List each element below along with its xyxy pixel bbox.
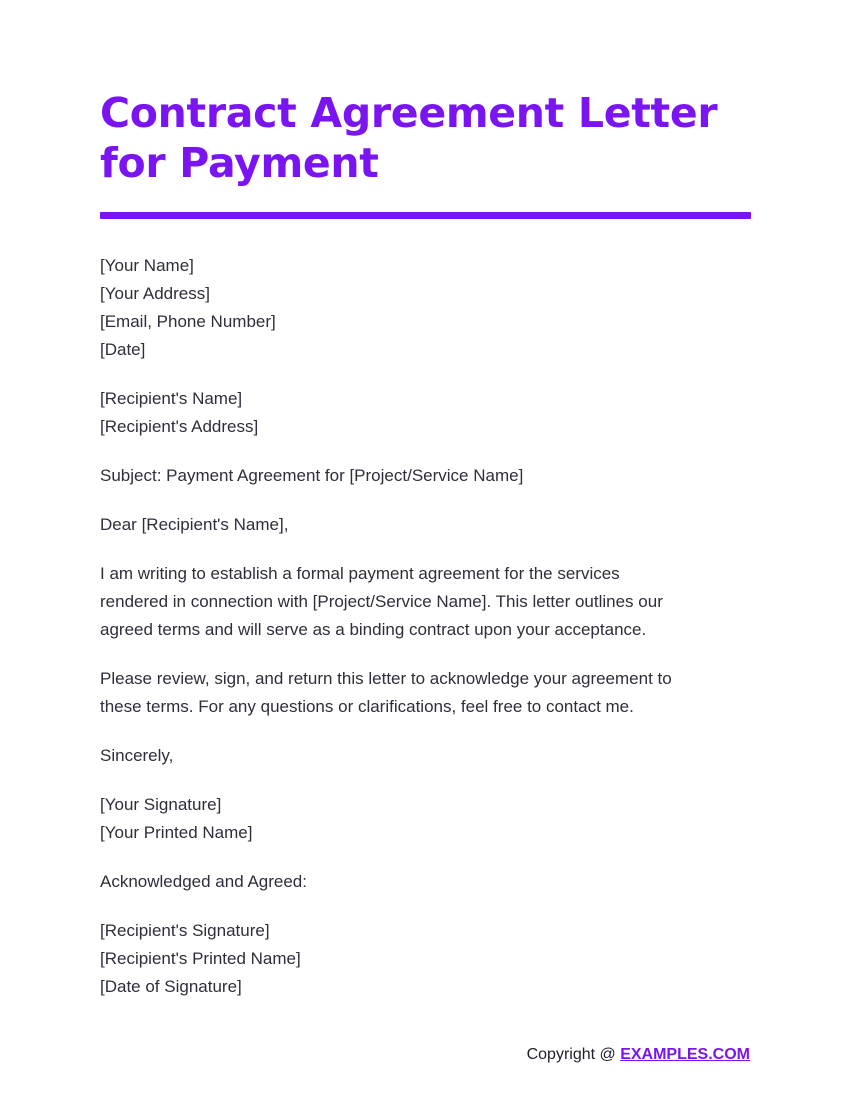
paragraph-line: I am writing to establish a formal payment agreement for the services [100,564,620,583]
sender-printed-name: [Your Printed Name] [100,823,253,842]
footer-copyright [527,1044,750,1066]
recipient-name: [Recipient's Name] [100,389,243,408]
paragraph-line: agreed terms and will serve as a binding contract upon your acceptance. [100,620,647,639]
sender-block [100,252,752,364]
examples-link[interactable]: EXAMPLES.COM [620,1046,750,1063]
paragraph-line: these terms. For any questions or clarifications, feel free to contact me. [100,697,634,716]
sender-signature: [Your Signature] [100,795,222,814]
paragraph-line: Please review, sign, and return this letter to acknowledge your agreement to [100,669,672,688]
paragraph-request [100,665,752,721]
sender-contact: [Email, Phone Number] [100,312,276,331]
recipient-block [100,385,752,441]
sender-address: [Your Address] [100,284,210,303]
salutation-text: Dear [Recipient's Name], [100,515,289,534]
recipient-address: [Recipient's Address] [100,417,259,436]
closing-text: Sincerely, [100,746,174,765]
paragraph-intro [100,560,752,644]
subject-text: Subject: Payment Agreement for [Project/Service Name] [100,466,524,485]
recipient-signature-date: [Date of Signature] [100,977,242,996]
acknowledgement-text: Acknowledged and Agreed: [100,872,307,891]
letter-body [100,252,752,1001]
acknowledgement [100,868,752,896]
sender-signature-block [100,791,752,847]
salutation [100,511,752,539]
sender-name: [Your Name] [100,256,194,275]
title-divider [100,212,751,219]
recipient-printed-name: [Recipient's Printed Name] [100,949,301,968]
closing [100,742,752,770]
recipient-signature: [Recipient's Signature] [100,921,270,940]
recipient-signature-block [100,917,752,1001]
sender-date: [Date] [100,340,146,359]
subject-line [100,462,752,490]
paragraph-line: rendered in connection with [Project/Service Name]. This letter outlines our [100,592,663,611]
letter-page [100,88,752,1022]
copyright-text: Copyright @ [526,1046,621,1063]
page-title: Contract Agreement Letter for Payment [100,89,718,187]
